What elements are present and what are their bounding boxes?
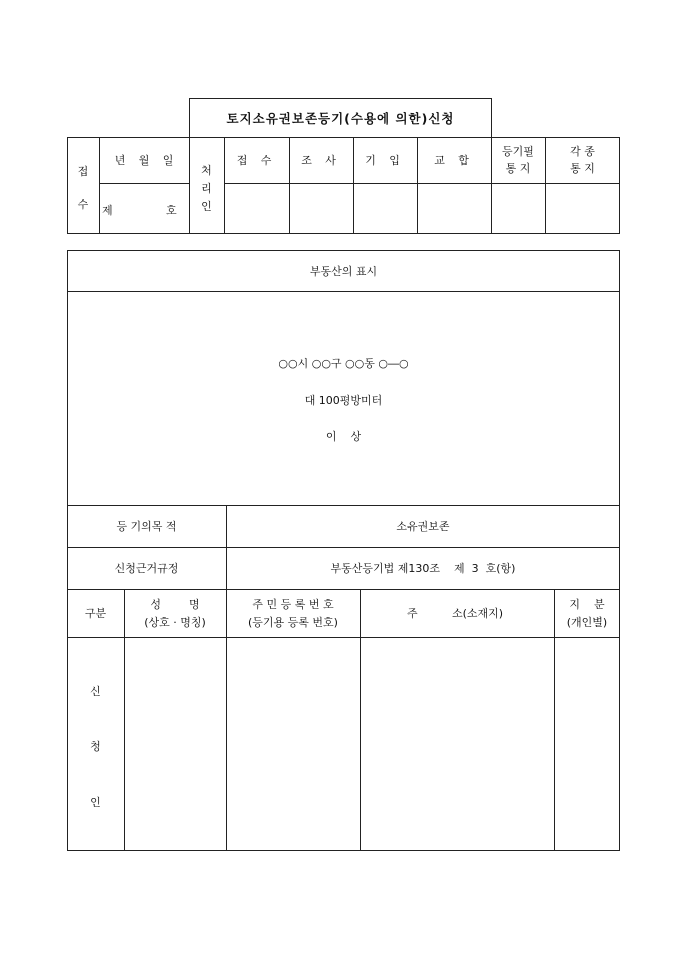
row-label-char-3: 인 xyxy=(90,796,101,809)
col-entry: 기 입 xyxy=(365,154,405,167)
property-land: 대 100평방미터 xyxy=(304,394,383,407)
main-form xyxy=(67,250,620,851)
number-label-right: 호 xyxy=(166,204,177,217)
property-address: ○○시 ○○구 ○○동 ○―○ xyxy=(278,357,409,370)
basis-label: 신청근거규정 xyxy=(114,562,179,575)
purpose-value: 소유권보존 xyxy=(396,520,450,533)
col-addr-right: 소(소재지) xyxy=(452,607,504,620)
col-share: 지 분 xyxy=(569,598,605,611)
col-investigation: 조 사 xyxy=(301,154,341,167)
row-label-char-2: 청 xyxy=(90,740,101,753)
handler-char-3: 인 xyxy=(201,200,212,213)
col-reg-notice: 등기필 통 지 xyxy=(502,145,534,175)
property-end: 이 상 xyxy=(325,430,362,443)
handler-char-2: 리 xyxy=(201,182,212,195)
col-addr-left: 주 xyxy=(407,607,418,620)
col-check: 교 합 xyxy=(434,154,474,167)
col-id: 주 민 등 록 번 호 xyxy=(252,598,334,611)
row-label-char-1: 신 xyxy=(90,685,101,698)
col-type: 구분 xyxy=(84,607,107,620)
receipt-label-top: 접 xyxy=(77,165,89,178)
basis-value: 부동산등기법 제130조 제 3 호(항) xyxy=(330,562,516,575)
property-header: 부동산의 표시 xyxy=(309,265,378,278)
col-id-sub: (등기용 등록 번호) xyxy=(248,616,338,629)
number-label-left: 제 xyxy=(102,204,113,217)
col-various-notice: 각 종 통 지 xyxy=(570,145,595,175)
receipt-label-bottom: 수 xyxy=(77,198,89,211)
page-title: 토지소유권보존등기(수용에 의한)신청 xyxy=(226,111,455,126)
handler-char-1: 처 xyxy=(201,164,212,177)
date-label: 년 월 일 xyxy=(114,154,179,167)
col-name-sub: (상호 · 명칭) xyxy=(144,616,206,629)
col-reception: 접 수 xyxy=(236,154,277,167)
purpose-label: 등 기의목 적 xyxy=(116,520,177,533)
col-share-sub: (개인별) xyxy=(566,616,608,629)
col-name: 성 명 xyxy=(150,598,200,611)
